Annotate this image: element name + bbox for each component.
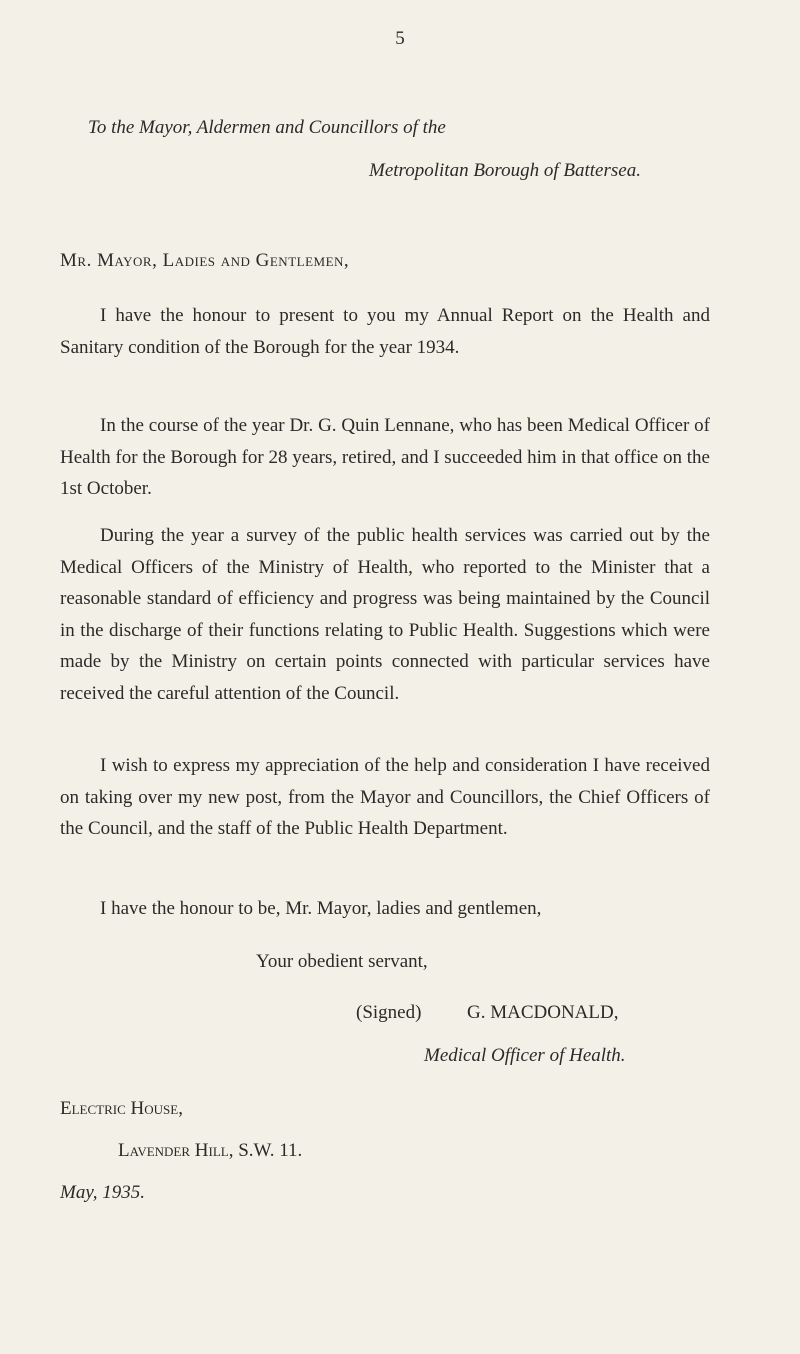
sender-address-line-2: Lavender Hill, S.W. 11. xyxy=(118,1140,303,1161)
signed-label: (Signed) xyxy=(356,1002,422,1023)
closing-line: I have the honour to be, Mr. Mayor, ladies and gentlemen, xyxy=(100,898,542,919)
addressee-line-2: Metropolitan Borough of Battersea. xyxy=(369,160,641,181)
paragraph-survey: During the year a survey of the public health services was carried out by the Medical Officers of the Ministry of Health, who reported to the Minister that a reasonable standard of efficiency and progress was being maintained by the Council in the discharge of their functions relating to Public Health. Suggestions which were made by the Ministry on certain points connected with particular services have received the careful attention of the Council. xyxy=(60,525,710,704)
signatory-name: G. MACDONALD, xyxy=(467,1002,619,1023)
addressee-line-1: To the Mayor, Aldermen and Councillors of the xyxy=(88,117,446,138)
page-number: 5 xyxy=(395,28,405,49)
paragraph-appreciation: I wish to express my appreciation of the help and consideration I have received on taking over my new post, from the Mayor and Councillors, the Chief Officers of the Council, and the staff of the Public Health Department. xyxy=(60,755,710,839)
paragraph-succession: In the course of the year Dr. G. Quin Lennane, who has been Medical Officer of Health for the Borough for 28 years, retired, and I succeeded him in that office on the 1st October. xyxy=(60,415,710,499)
valediction: Your obedient servant, xyxy=(256,951,428,972)
salutation: Mr. Mayor, Ladies and Gentlemen, xyxy=(60,250,350,271)
letter-date: May, 1935. xyxy=(60,1182,145,1203)
signatory-title: Medical Officer of Health. xyxy=(424,1045,626,1066)
sender-address-line-1: Electric House, xyxy=(60,1098,183,1119)
paragraph-report-intro: I have the honour to present to you my Annual Report on the Health and Sanitary condition of the Borough for the year 1934. xyxy=(60,305,710,358)
